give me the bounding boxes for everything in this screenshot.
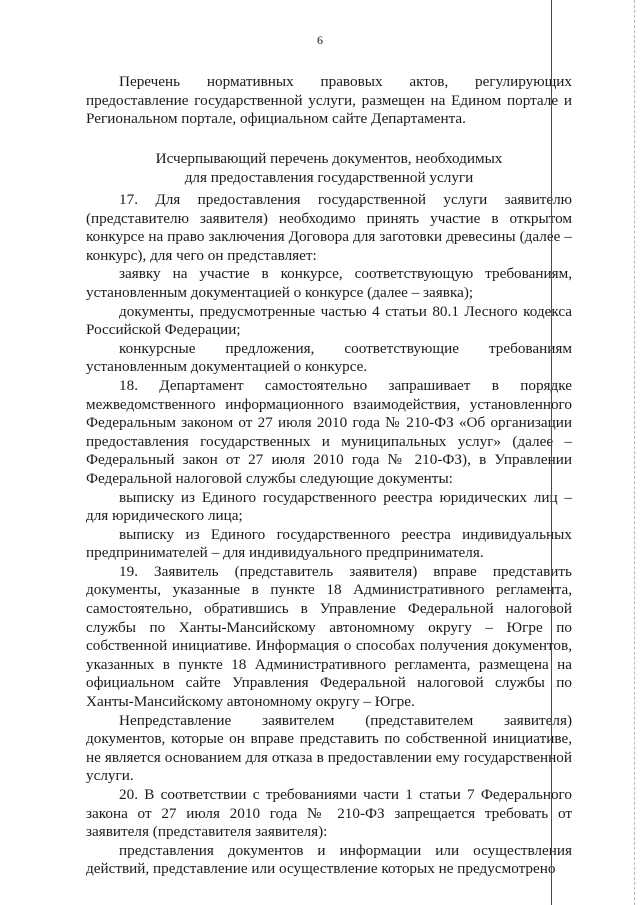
heading-line-2: для предоставления государственной услуги <box>184 168 474 186</box>
paragraph-17: 17. Для предоставления государственной услуги заявителю (представителю заявителя) необходимо принять участие в открытом конкурсе на право заключения Договора для заготовки древесины (далее – конкурс), для чего он представляет: <box>86 191 572 264</box>
scan-edge-line <box>634 0 635 905</box>
paragraph-non-submission: Непредставление заявителем (представителем заявителя) документов, которые он вправе представить по собственной инициативе, не является основанием для отказа в предоставлении ему государственной услуги. <box>86 711 572 785</box>
list-item-proposals: конкурсные предложения, соответствующие требованиям установленным документацией о конкурсе. <box>86 339 572 376</box>
intro-block <box>86 73 572 129</box>
body-text <box>86 191 572 879</box>
list-item-application: заявку на участие в конкурсе, соответствующую требованиям, установленным документацией о конкурсе (далее – заявка); <box>86 265 572 301</box>
paragraph-19: 19. Заявитель (представитель заявителя) вправе представить документы, указанные в пункте 18 Административного регламента, самостоятельно, обратившись в Управление Федеральной налоговой службы по Ханты-Мансийскому автономному округу – Югре по собственной инициативе. Информация о способах получения документов, указанных в пункте 18 Административного регламента, размещена на официальном сайте Управления Федеральной налоговой службы по Ханты-Мансийскому автономному округу – Югре. <box>86 562 572 711</box>
section-heading <box>86 150 572 187</box>
paragraph-18: 18. Департамент самостоятельно запрашивает в порядке межведомственного информационного взаимодействия, установленного Федеральным законом от 27 июля 2010 года № 210-ФЗ «Об организации предоставления государственных и муниципальных услуг» (далее – Федеральный закон от 27 июля 2010 года № 210-ФЗ), в Управлении Федеральной налоговой службы следующие документы: <box>86 376 572 487</box>
scan-fold-line <box>551 0 552 905</box>
list-item-legal-entity-extract: выписку из Единого государственного реестра юридических лиц – для юридического лица; <box>86 488 572 525</box>
intro-paragraph: Перечень нормативных правовых актов, регулирующих предоставление государственной услуги, размещен на Едином портале и Региональном портале, официальном сайте Департамента. <box>86 73 572 128</box>
list-item-entrepreneur-extract: выписку из Единого государственного реестра индивидуальных предпринимателей – для индивидуального предпринимателя. <box>86 525 572 562</box>
page-number: 6 <box>317 33 323 47</box>
paragraph-20: 20. В соответствии с требованиями части 1 статьи 7 Федерального закона от 27 июля 2010 года № 210-ФЗ запрещается требовать от заявителя (представителя заявителя): <box>86 786 572 841</box>
list-item-documents: документы, предусмотренные частью 4 статьи 80.1 Лесного кодекса Российской Федерации; <box>86 302 572 339</box>
list-item-prohibited-requirements: представления документов и информации или осуществления действий, представление или осуществление которых не предусмотрено <box>86 841 572 878</box>
heading-line-1: Исчерпывающий перечень документов, необходимых <box>155 150 503 167</box>
